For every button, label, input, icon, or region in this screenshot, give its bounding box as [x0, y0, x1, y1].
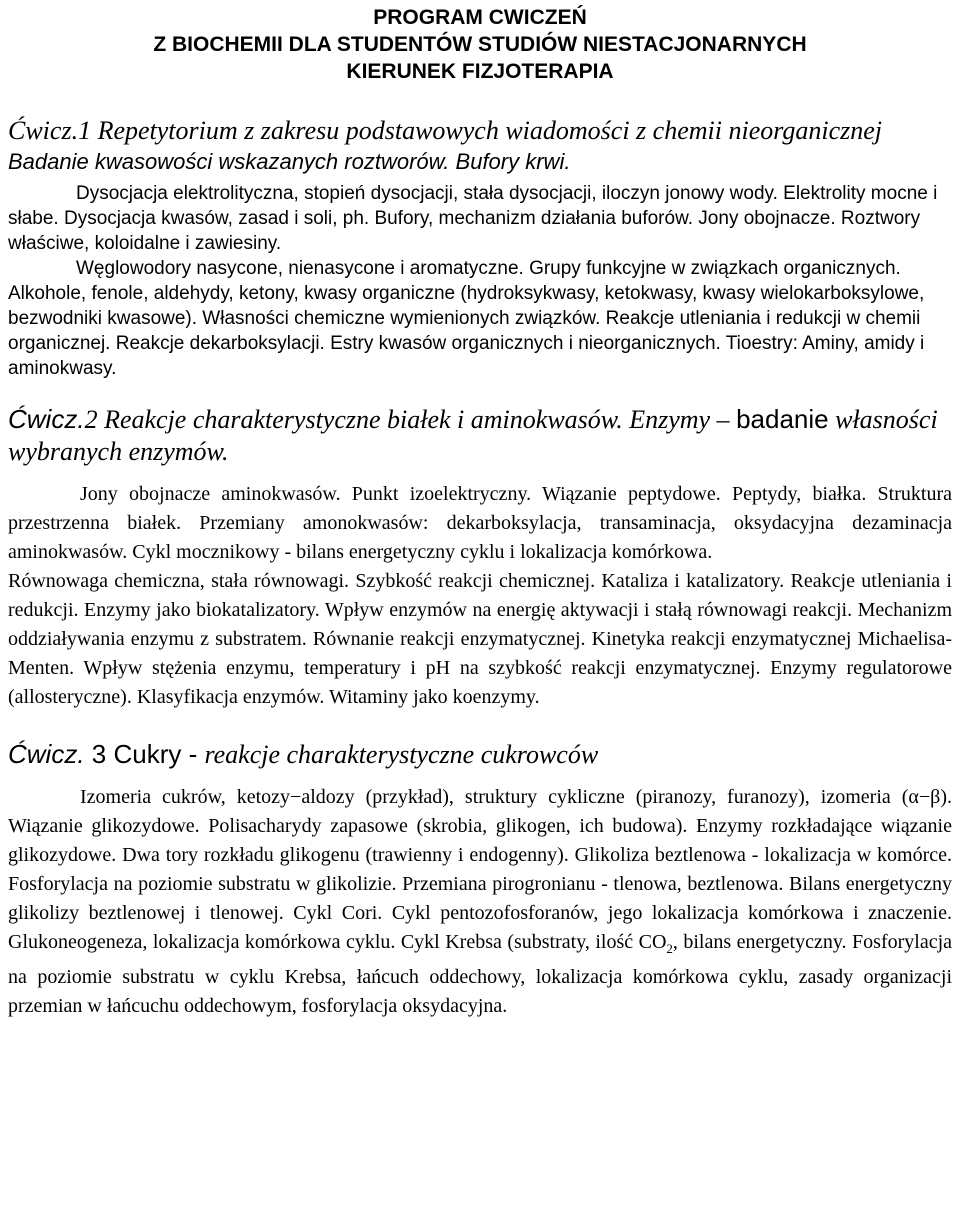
exercise-3-text-a: Izomeria cukrów, ketozy−aldozy (przykład), struktury cykliczne (piranozy, furanozy), izomeria (α−β). Wiązanie glikozydowe. Polisacharydy zapasowe (skrobia, glikogen, ich budowa). Enzymy rozkładające wiązanie glikozydowe. Dwa tory rozkładu glikogenu (trawienny i endogenny). Glikoliza beztlenowa - lokalizacja w komórce. Fosforylacja na poziomie substratu w glikolizie. Przemiana pirogronianu - tlenowa, beztlenowa. Bilans energetyczny glikolizy beztlenowej i tlenowej. Cykl Cori. Cykl pentozofosforanów, jego lokalizacja komórkowa i znaczenie. Glukoneogeneza, lokalizacja komórkowa cyklu. Cykl Krebsa (substraty, ilość CO	[8, 786, 952, 953]
header-course-title: Z BIOCHEMII DLA STUDENTÓW STUDIÓW NIESTACJONARNYCH	[153, 33, 807, 56]
exercise-2-section	[8, 403, 952, 712]
exercise-2-title-tail: własności wybranych enzymów.	[8, 405, 938, 466]
exercise-3-section	[8, 738, 952, 1021]
exercise-1-paragraph-1: Dysocjacja elektrolityczna, stopień dysocjacji, stała dysocjacji, iloczyn jonowy wody. Elektrolity mocne i słabe. Dysocjacja kwasów, zasad i soli, ph. Bufory, mechanizm działania buforów. Jony obojnacze. Roztwory właściwe, koloidalne i zawiesiny.	[8, 183, 938, 254]
exercise-3-body	[8, 783, 952, 1021]
exercise-3-paragraph	[8, 783, 952, 1021]
exercise-2-title-number: 2	[84, 405, 98, 434]
exercise-2-paragraph-1: Jony obojnacze aminokwasów. Punkt izoelektryczny. Wiązanie peptydowe. Peptydy, białka. Struktura przestrzenna białek. Przemiany amonokwasów: dekarboksylacja, transaminacja, oksydacyjna dezaminacja aminokwasów. Cykl mocznikowy - bilans energetyczny cyklu i lokalizacja komórkowa.	[8, 483, 952, 563]
exercise-2-body	[8, 480, 952, 712]
exercise-2-title	[8, 403, 952, 468]
header-field-of-study: KIERUNEK FIZJOTERAPIA	[346, 60, 614, 83]
exercise-3-co2-subscript: 2	[666, 941, 673, 956]
exercise-3-text-b: , bilans energetyczny. Fosforylacja na poziomie substratu w cyklu Krebsa, łańcuch oddechowy, lokalizacja komórkowa cyklu, zasady organizacji przemian w łańcuchu oddechowym, fosforylacja oksydacyjna.	[8, 931, 953, 1017]
exercise-3-title-main: reakcje charakterystyczne cukrowców	[204, 740, 599, 769]
exercise-2-title-prefix: Ćwicz.	[8, 404, 85, 434]
exercise-1-section	[8, 115, 952, 381]
document-header	[8, 0, 952, 85]
exercise-2-paragraph-2: Równowaga chemiczna, stała równowagi. Szybkość reakcji chemicznej. Kataliza i katalizatory. Reakcje utleniania i redukcji. Enzymy jako biokatalizatory. Wpływ enzymów na energię aktywacji i stałą równowagi reakcji. Mechanizm oddziaływania enzymu z substratem. Równanie reakcji enzymatycznej. Kinetyka reakcji enzymatycznej Michaelisa-Menten. Wpływ stężenia enzymu, temperatury i pH na szybkość reakcji enzymatycznej. Enzymy regulatorowe (allosteryczne). Klasyfikacja enzymów. Witaminy jako koenzymy.	[8, 570, 952, 708]
exercise-3-title	[8, 738, 952, 771]
exercise-1-body	[8, 181, 952, 381]
exercise-1-subtitle: Badanie kwasowości wskazanych roztworów. Bufory krwi.	[8, 149, 571, 174]
exercise-2-title-word: badanie	[736, 404, 829, 434]
exercise-2-title-main: Reakcje charakterystyczne białek i aminokwasów. Enzymy –	[97, 405, 737, 434]
exercise-1-title: Ćwicz.1 Repetytorium z zakresu podstawowych wiadomości z chemii nieorganicznej	[8, 116, 883, 145]
exercise-3-title-prefix: Ćwicz.	[8, 739, 92, 769]
exercise-3-title-number: 3 Cukry -	[91, 739, 205, 769]
exercise-1-paragraph-2: Węglowodory nasycone, nienasycone i aromatyczne. Grupy funkcyjne w związkach organicznych. Alkohole, fenole, aldehydy, ketony, kwasy organiczne (hydroksykwasy, ketokwasy, kwasy wielokarboksylowe, bezwodniki kwasowe). Własności chemiczne wymienionych związków. Reakcje utleniania i redukcji w chemii organicznej. Reakcje dekarboksylacji. Estry kwasów organicznych i nieorganicznych. Tioestry: Aminy, amidy i aminokwasy.	[8, 258, 925, 379]
header-program-title: PROGRAM CWICZEŃ	[373, 6, 587, 29]
